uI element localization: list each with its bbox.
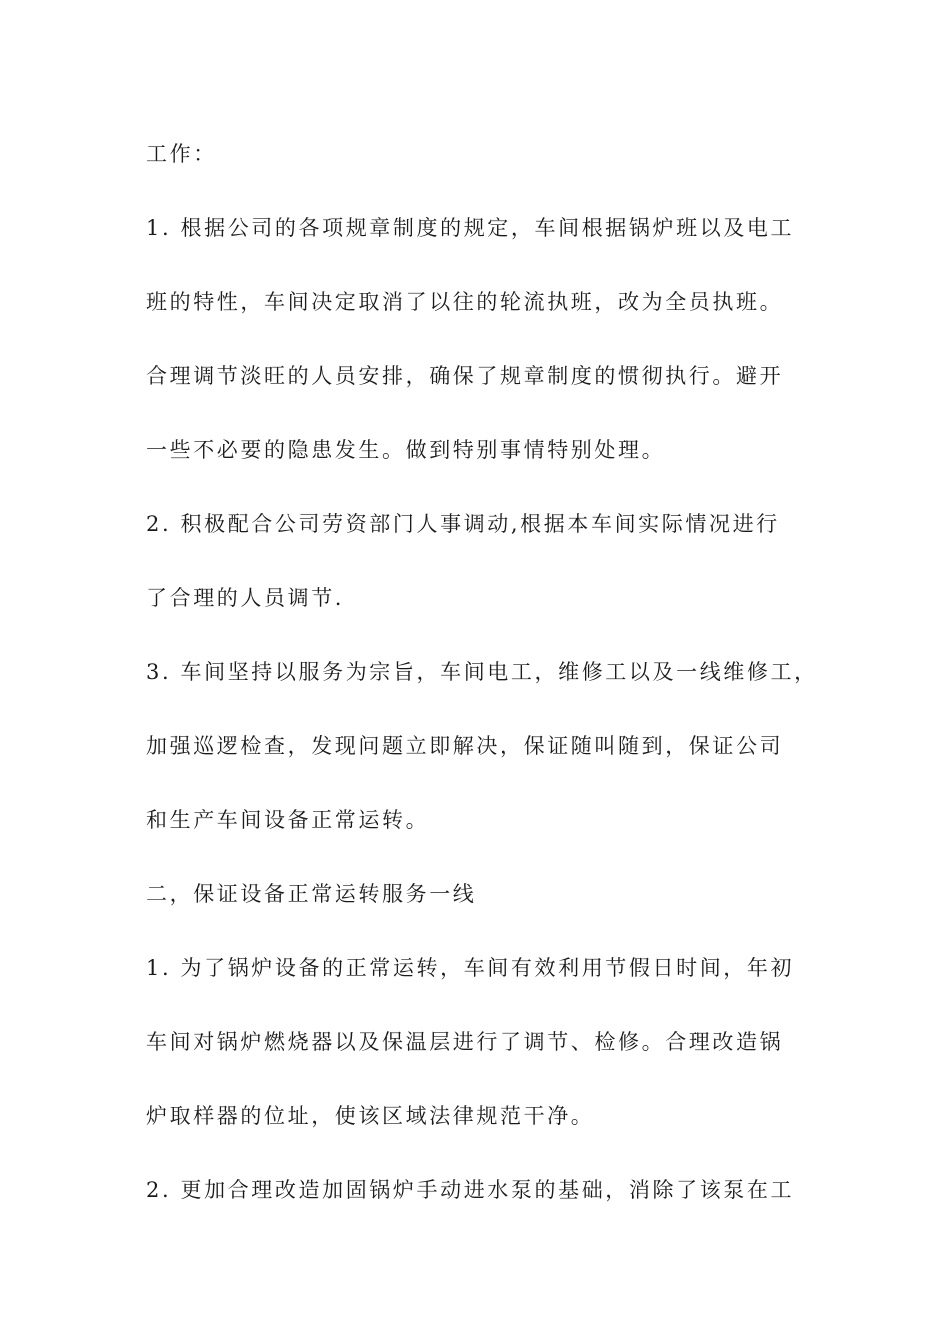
text-line: 2. 积极配合公司劳资部门人事调动,根据本车间实际情况进行 (146, 512, 780, 536)
text-line: 一些不必要的隐患发生。做到特别事情特别处理。 (146, 438, 666, 462)
text-line: 了合理的人员调节. (146, 586, 345, 610)
text-line: 合理调节淡旺的人员安排，确保了规章制度的惯彻执行。避开 (146, 364, 784, 388)
text-line: 班的特性，车间决定取消了以往的轮流执班，改为全员执班。 (146, 290, 784, 314)
text-line: 1. 为了锅炉设备的正常运转，车间有效利用节假日时间，年初 (146, 956, 795, 980)
text-line: 2. 更加合理改造加固锅炉手动进水泵的基础，消除了该泵在工 (146, 1178, 795, 1202)
text-line: 1. 根据公司的各项规章制度的规定，车间根据锅炉班以及电工 (146, 216, 795, 240)
section-heading: 二，保证设备正常运转服务一线 (146, 882, 477, 906)
text-line: 和生产车间设备正常运转。 (146, 808, 430, 832)
text-line: 加强巡逻检查，发现问题立即解决，保证随叫随到，保证公司 (146, 734, 784, 758)
text-line: 炉取样器的位址，使该区域法律规范干净。 (146, 1104, 595, 1128)
text-line: 车间对锅炉燃烧器以及保温层进行了调节、检修。合理改造锅 (146, 1030, 784, 1054)
text-line: 3. 车间坚持以服务为宗旨，车间电工，维修工以及一线维修工， (146, 660, 818, 684)
text-line: 工作： (146, 142, 217, 166)
